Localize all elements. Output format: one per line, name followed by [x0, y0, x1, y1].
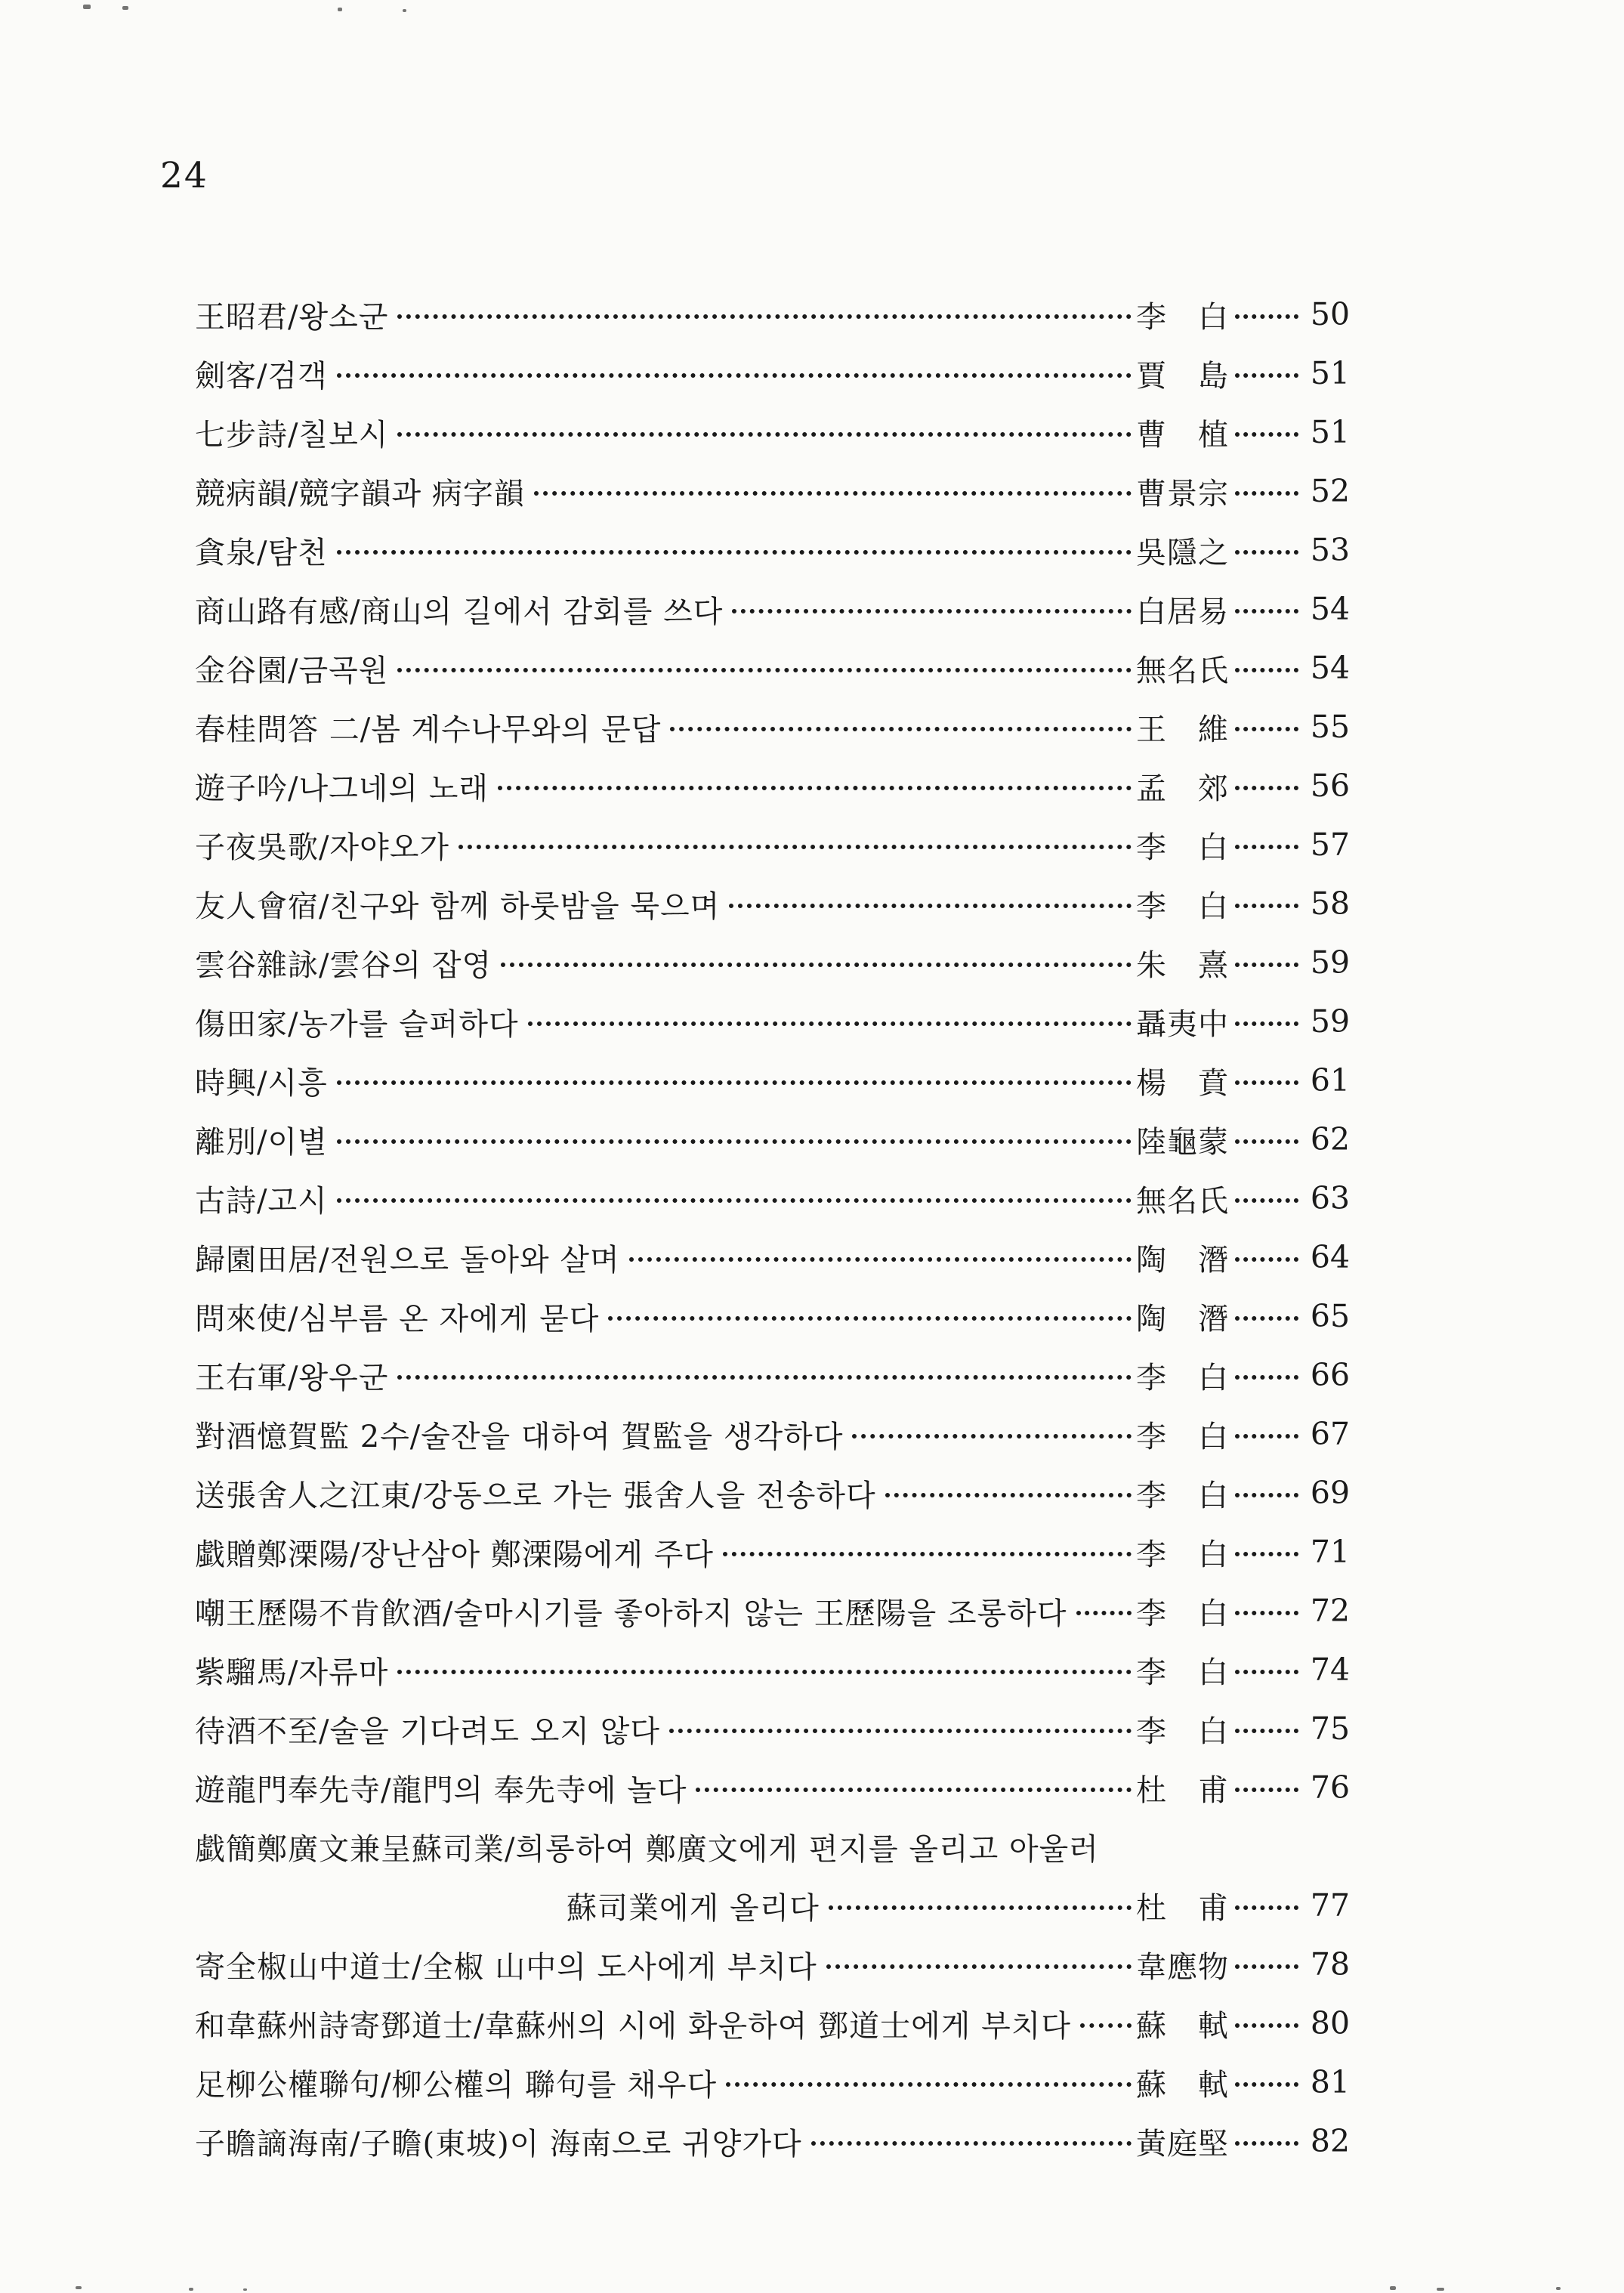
scan-noise-speck — [403, 9, 406, 12]
entry-title: 王昭君/왕소군 — [195, 299, 389, 335]
scan-noise-speck — [243, 2288, 247, 2291]
dotted-leader — [811, 2141, 1132, 2146]
dotted-leader — [397, 314, 1132, 319]
dotted-leader-short — [1235, 1139, 1298, 1144]
dotted-leader-short — [1235, 786, 1298, 790]
scan-noise-speck — [83, 5, 91, 9]
scan-noise-speck — [122, 6, 128, 10]
scan-noise-speck — [189, 2288, 193, 2291]
entry-title: 遊龍門奉先寺/龍門의 奉先寺에 놀다 — [195, 1772, 687, 1808]
toc-entry-row — [195, 1228, 1358, 1287]
entry-title: 戱簡鄭廣文兼呈蘇司業/희롱하여 鄭廣文에게 편지를 올리고 아울러 — [195, 1831, 1099, 1867]
dotted-leader-short — [1235, 1198, 1298, 1203]
entry-page-number: 74 — [1310, 1652, 1351, 1688]
entry-author: 楊 賁 — [1136, 1065, 1229, 1101]
dotted-leader-short — [1235, 550, 1298, 555]
entry-author: 李 白 — [1136, 1714, 1229, 1749]
toc-entry-row — [195, 1758, 1358, 1817]
table-of-contents — [195, 285, 1358, 2171]
entry-author: 韋應物 — [1136, 1949, 1229, 1985]
dotted-leader — [337, 550, 1132, 555]
dotted-leader-short — [1235, 963, 1298, 967]
dotted-leader-short — [1235, 2141, 1298, 2146]
folio-page-number: 24 — [160, 155, 208, 196]
entry-title: 紫騮馬/자류마 — [195, 1655, 389, 1690]
dotted-leader — [729, 904, 1132, 908]
entry-page-number: 63 — [1310, 1180, 1351, 1216]
entry-page-number: 69 — [1310, 1475, 1351, 1511]
dotted-leader-short — [1235, 1552, 1298, 1556]
dotted-leader — [534, 491, 1132, 496]
entry-author: 李 白 — [1136, 1478, 1229, 1513]
dotted-leader-short — [1235, 373, 1298, 378]
dotted-leader-short — [1235, 2082, 1298, 2087]
entry-title: 送張舍人之江東/강동으로 가는 張舍人을 전송하다 — [195, 1478, 876, 1513]
entry-page-number: 50 — [1310, 296, 1351, 332]
entry-author: 陶 潛 — [1136, 1242, 1229, 1278]
entry-page-number: 82 — [1310, 2123, 1351, 2159]
dotted-leader-short — [1235, 845, 1298, 849]
entry-title: 足柳公權聯句/柳公權의 聯句를 채우다 — [195, 2067, 718, 2103]
dotted-leader-short — [1235, 1611, 1298, 1615]
entry-author: 陸龜蒙 — [1136, 1124, 1229, 1160]
entry-page-number: 66 — [1310, 1357, 1351, 1393]
entry-page-number: 61 — [1310, 1062, 1351, 1099]
dotted-leader — [528, 1021, 1132, 1026]
toc-entry-row — [195, 2053, 1358, 2112]
entry-page-number: 62 — [1310, 1121, 1351, 1157]
entry-author: 王 維 — [1136, 712, 1229, 747]
entry-page-number: 76 — [1310, 1769, 1351, 1806]
entry-author: 李 白 — [1136, 299, 1229, 335]
entry-title: 和韋蘇州詩寄鄧道士/韋蘇州의 시에 화운하여 鄧道士에게 부치다 — [195, 2008, 1072, 2044]
dotted-leader-short — [1235, 727, 1298, 731]
dotted-leader — [337, 1198, 1132, 1203]
toc-entry-row — [195, 521, 1358, 579]
entry-page-number: 51 — [1310, 355, 1351, 391]
dotted-leader-short — [1235, 1729, 1298, 1733]
toc-entry-row — [195, 1463, 1358, 1522]
toc-entry-row — [195, 1817, 1358, 1876]
entry-author: 無名氏 — [1136, 653, 1229, 688]
entry-title: 競病韻/競字韻과 病字韻 — [195, 476, 525, 511]
entry-page-number: 58 — [1310, 885, 1351, 922]
toc-entry-row — [195, 638, 1358, 697]
entry-title: 商山路有感/商山의 길에서 감회를 쓰다 — [195, 594, 724, 629]
dotted-leader-short — [1235, 1316, 1298, 1321]
entry-title: 雲谷雜詠/雲谷의 잡영 — [195, 947, 492, 983]
dotted-leader — [397, 1670, 1132, 1674]
dotted-leader-short — [1235, 1670, 1298, 1674]
entry-page-number: 71 — [1310, 1534, 1351, 1570]
dotted-leader — [885, 1493, 1132, 1497]
entry-title: 對酒憶賀監 2수/술잔을 대하여 賀監을 생각하다 — [195, 1419, 844, 1454]
entry-title: 劍客/검객 — [195, 358, 328, 394]
entry-title: 時興/시흥 — [195, 1065, 328, 1101]
dotted-leader-short — [1235, 314, 1298, 319]
dotted-leader — [696, 1788, 1132, 1792]
entry-page-number: 56 — [1310, 768, 1351, 804]
entry-page-number: 75 — [1310, 1710, 1351, 1747]
dotted-leader-short — [1235, 668, 1298, 672]
entry-author: 李 白 — [1136, 1360, 1229, 1395]
entry-title: 問來使/심부름 온 자에게 묻다 — [195, 1301, 600, 1337]
entry-page-number: 67 — [1310, 1416, 1351, 1452]
dotted-leader-short — [1235, 1080, 1298, 1085]
entry-title: 王右軍/왕우군 — [195, 1360, 389, 1395]
entry-author: 黃庭堅 — [1136, 2126, 1229, 2162]
toc-entry-row — [195, 285, 1358, 344]
entry-title: 友人會宿/친구와 함께 하룻밤을 묵으며 — [195, 888, 721, 924]
entry-page-number: 55 — [1310, 709, 1351, 745]
entry-page-number: 53 — [1310, 532, 1351, 568]
dotted-leader — [670, 727, 1132, 731]
entry-author: 李 白 — [1136, 1596, 1229, 1631]
toc-entry-row — [195, 1640, 1358, 1699]
toc-entry-row — [195, 344, 1358, 403]
dotted-leader — [498, 786, 1132, 790]
entry-author: 杜 甫 — [1136, 1772, 1229, 1808]
toc-entry-row — [195, 1405, 1358, 1463]
entry-author: 蘇 軾 — [1136, 2008, 1229, 2044]
entry-author: 朱 熹 — [1136, 947, 1229, 983]
entry-author: 李 白 — [1136, 1419, 1229, 1454]
entry-author: 孟 郊 — [1136, 771, 1229, 806]
entry-title: 蘇司業에게 올리다 — [567, 1890, 820, 1926]
entry-author: 賈 島 — [1136, 358, 1229, 394]
entry-title: 七步詩/칠보시 — [195, 417, 389, 453]
dotted-leader — [337, 1139, 1132, 1144]
entry-author: 蘇 軾 — [1136, 2067, 1229, 2103]
dotted-leader — [337, 373, 1132, 378]
toc-entry-row — [195, 756, 1358, 815]
entry-page-number: 59 — [1310, 1003, 1351, 1040]
toc-entry-row — [195, 1110, 1358, 1169]
dotted-leader-short — [1235, 1434, 1298, 1439]
entry-author: 無名氏 — [1136, 1183, 1229, 1219]
entry-title: 嘲王歷陽不肯飮酒/술마시기를 좋아하지 않는 王歷陽을 조롱하다 — [195, 1596, 1067, 1631]
dotted-leader — [726, 2082, 1132, 2087]
toc-entry-row — [195, 697, 1358, 756]
entry-title: 離別/이별 — [195, 1124, 328, 1160]
dotted-leader-short — [1235, 1788, 1298, 1792]
dotted-leader-short — [1235, 1493, 1298, 1497]
entry-author: 李 白 — [1136, 830, 1229, 865]
scan-noise-speck — [338, 8, 342, 11]
toc-entry-row — [195, 1346, 1358, 1405]
entry-page-number: 54 — [1310, 650, 1351, 686]
entry-author: 白居易 — [1136, 594, 1229, 629]
dotted-leader — [669, 1729, 1132, 1733]
entry-page-number: 81 — [1310, 2064, 1351, 2100]
dotted-leader — [608, 1316, 1132, 1321]
toc-entry-row — [195, 403, 1358, 462]
entry-page-number: 65 — [1310, 1298, 1351, 1334]
scan-noise-speck — [1556, 2287, 1561, 2290]
entry-page-number: 80 — [1310, 2005, 1351, 2041]
dotted-leader-short — [1235, 1375, 1298, 1380]
dotted-leader-short — [1235, 2023, 1298, 2028]
entry-title: 金谷園/금곡원 — [195, 653, 389, 688]
toc-entry-row — [195, 1994, 1358, 2053]
dotted-leader — [723, 1552, 1132, 1556]
entry-title: 歸園田居/전원으로 돌아와 살며 — [195, 1242, 620, 1278]
dotted-leader — [826, 1964, 1132, 1969]
toc-entry-row — [195, 1699, 1358, 1758]
dotted-leader — [397, 1375, 1132, 1380]
toc-entry-row — [195, 1581, 1358, 1640]
dotted-leader-short — [1235, 432, 1298, 437]
entry-author: 曹景宗 — [1136, 476, 1229, 511]
entry-page-number: 72 — [1310, 1593, 1351, 1629]
entry-author: 李 白 — [1136, 1655, 1229, 1690]
entry-author: 曹 植 — [1136, 417, 1229, 453]
entry-title: 傷田家/농가를 슬퍼하다 — [195, 1006, 519, 1042]
entry-title: 春桂問答 二/봄 계수나무와의 문답 — [195, 712, 662, 747]
toc-entry-row — [195, 1935, 1358, 1994]
dotted-leader-short — [1235, 491, 1298, 496]
toc-entry-row — [195, 1051, 1358, 1110]
entry-page-number: 64 — [1310, 1239, 1351, 1275]
dotted-leader-short — [1235, 1257, 1298, 1262]
toc-entry-row — [195, 992, 1358, 1051]
dotted-leader-short — [1235, 1905, 1298, 1910]
dotted-leader — [337, 1080, 1132, 1085]
entry-title: 古詩/고시 — [195, 1183, 328, 1219]
dotted-leader — [829, 1905, 1132, 1910]
dotted-leader — [501, 963, 1132, 967]
dotted-leader-short — [1235, 1021, 1298, 1026]
scan-noise-speck — [1437, 2288, 1444, 2291]
scan-noise-speck — [76, 2286, 82, 2289]
toc-entry-row — [195, 874, 1358, 933]
entry-author: 陶 潛 — [1136, 1301, 1229, 1337]
entry-title: 子瞻謫海南/子瞻(東坡)이 海南으로 귀양가다 — [195, 2126, 802, 2162]
toc-entry-row — [195, 815, 1358, 874]
toc-entry-row — [195, 1522, 1358, 1581]
dotted-leader — [1076, 1611, 1132, 1615]
toc-entry-row — [195, 462, 1358, 521]
scan-noise-speck — [1390, 2286, 1396, 2290]
dotted-leader-short — [1235, 904, 1298, 908]
toc-entry-row — [195, 579, 1358, 638]
toc-entry-row — [195, 2112, 1358, 2171]
entry-page-number: 52 — [1310, 473, 1351, 509]
dotted-leader — [732, 609, 1132, 613]
dotted-leader — [852, 1434, 1132, 1439]
entry-page-number: 54 — [1310, 591, 1351, 627]
entry-title: 子夜吳歌/자야오가 — [195, 830, 450, 865]
entry-page-number: 78 — [1310, 1946, 1351, 1982]
entry-page-number: 59 — [1310, 944, 1351, 981]
entry-title: 寄全椒山中道士/全椒 山中의 도사에게 부치다 — [195, 1949, 817, 1985]
entry-title: 貪泉/탐천 — [195, 535, 328, 570]
dotted-leader — [629, 1257, 1132, 1262]
entry-page-number: 77 — [1310, 1887, 1351, 1924]
entry-page-number: 57 — [1310, 827, 1351, 863]
dotted-leader — [458, 845, 1132, 849]
entry-author: 杜 甫 — [1136, 1890, 1229, 1926]
dotted-leader-short — [1235, 1964, 1298, 1969]
entry-title: 待酒不至/술을 기다려도 오지 않다 — [195, 1714, 661, 1749]
dotted-leader — [1080, 2023, 1132, 2028]
entry-author: 李 白 — [1136, 888, 1229, 924]
entry-title: 戱贈鄭溧陽/장난삼아 鄭溧陽에게 주다 — [195, 1537, 715, 1572]
toc-entry-row — [195, 1169, 1358, 1228]
toc-entry-row — [195, 1287, 1358, 1346]
entry-author: 吳隱之 — [1136, 535, 1229, 570]
toc-entry-row — [195, 933, 1358, 992]
toc-entry-row — [195, 1876, 1358, 1935]
dotted-leader — [397, 668, 1132, 672]
entry-author: 聶夷中 — [1136, 1006, 1229, 1042]
dotted-leader-short — [1235, 609, 1298, 613]
entry-author: 李 白 — [1136, 1537, 1229, 1572]
dotted-leader — [397, 432, 1132, 437]
entry-title: 遊子吟/나그네의 노래 — [195, 771, 489, 806]
entry-page-number: 51 — [1310, 414, 1351, 450]
